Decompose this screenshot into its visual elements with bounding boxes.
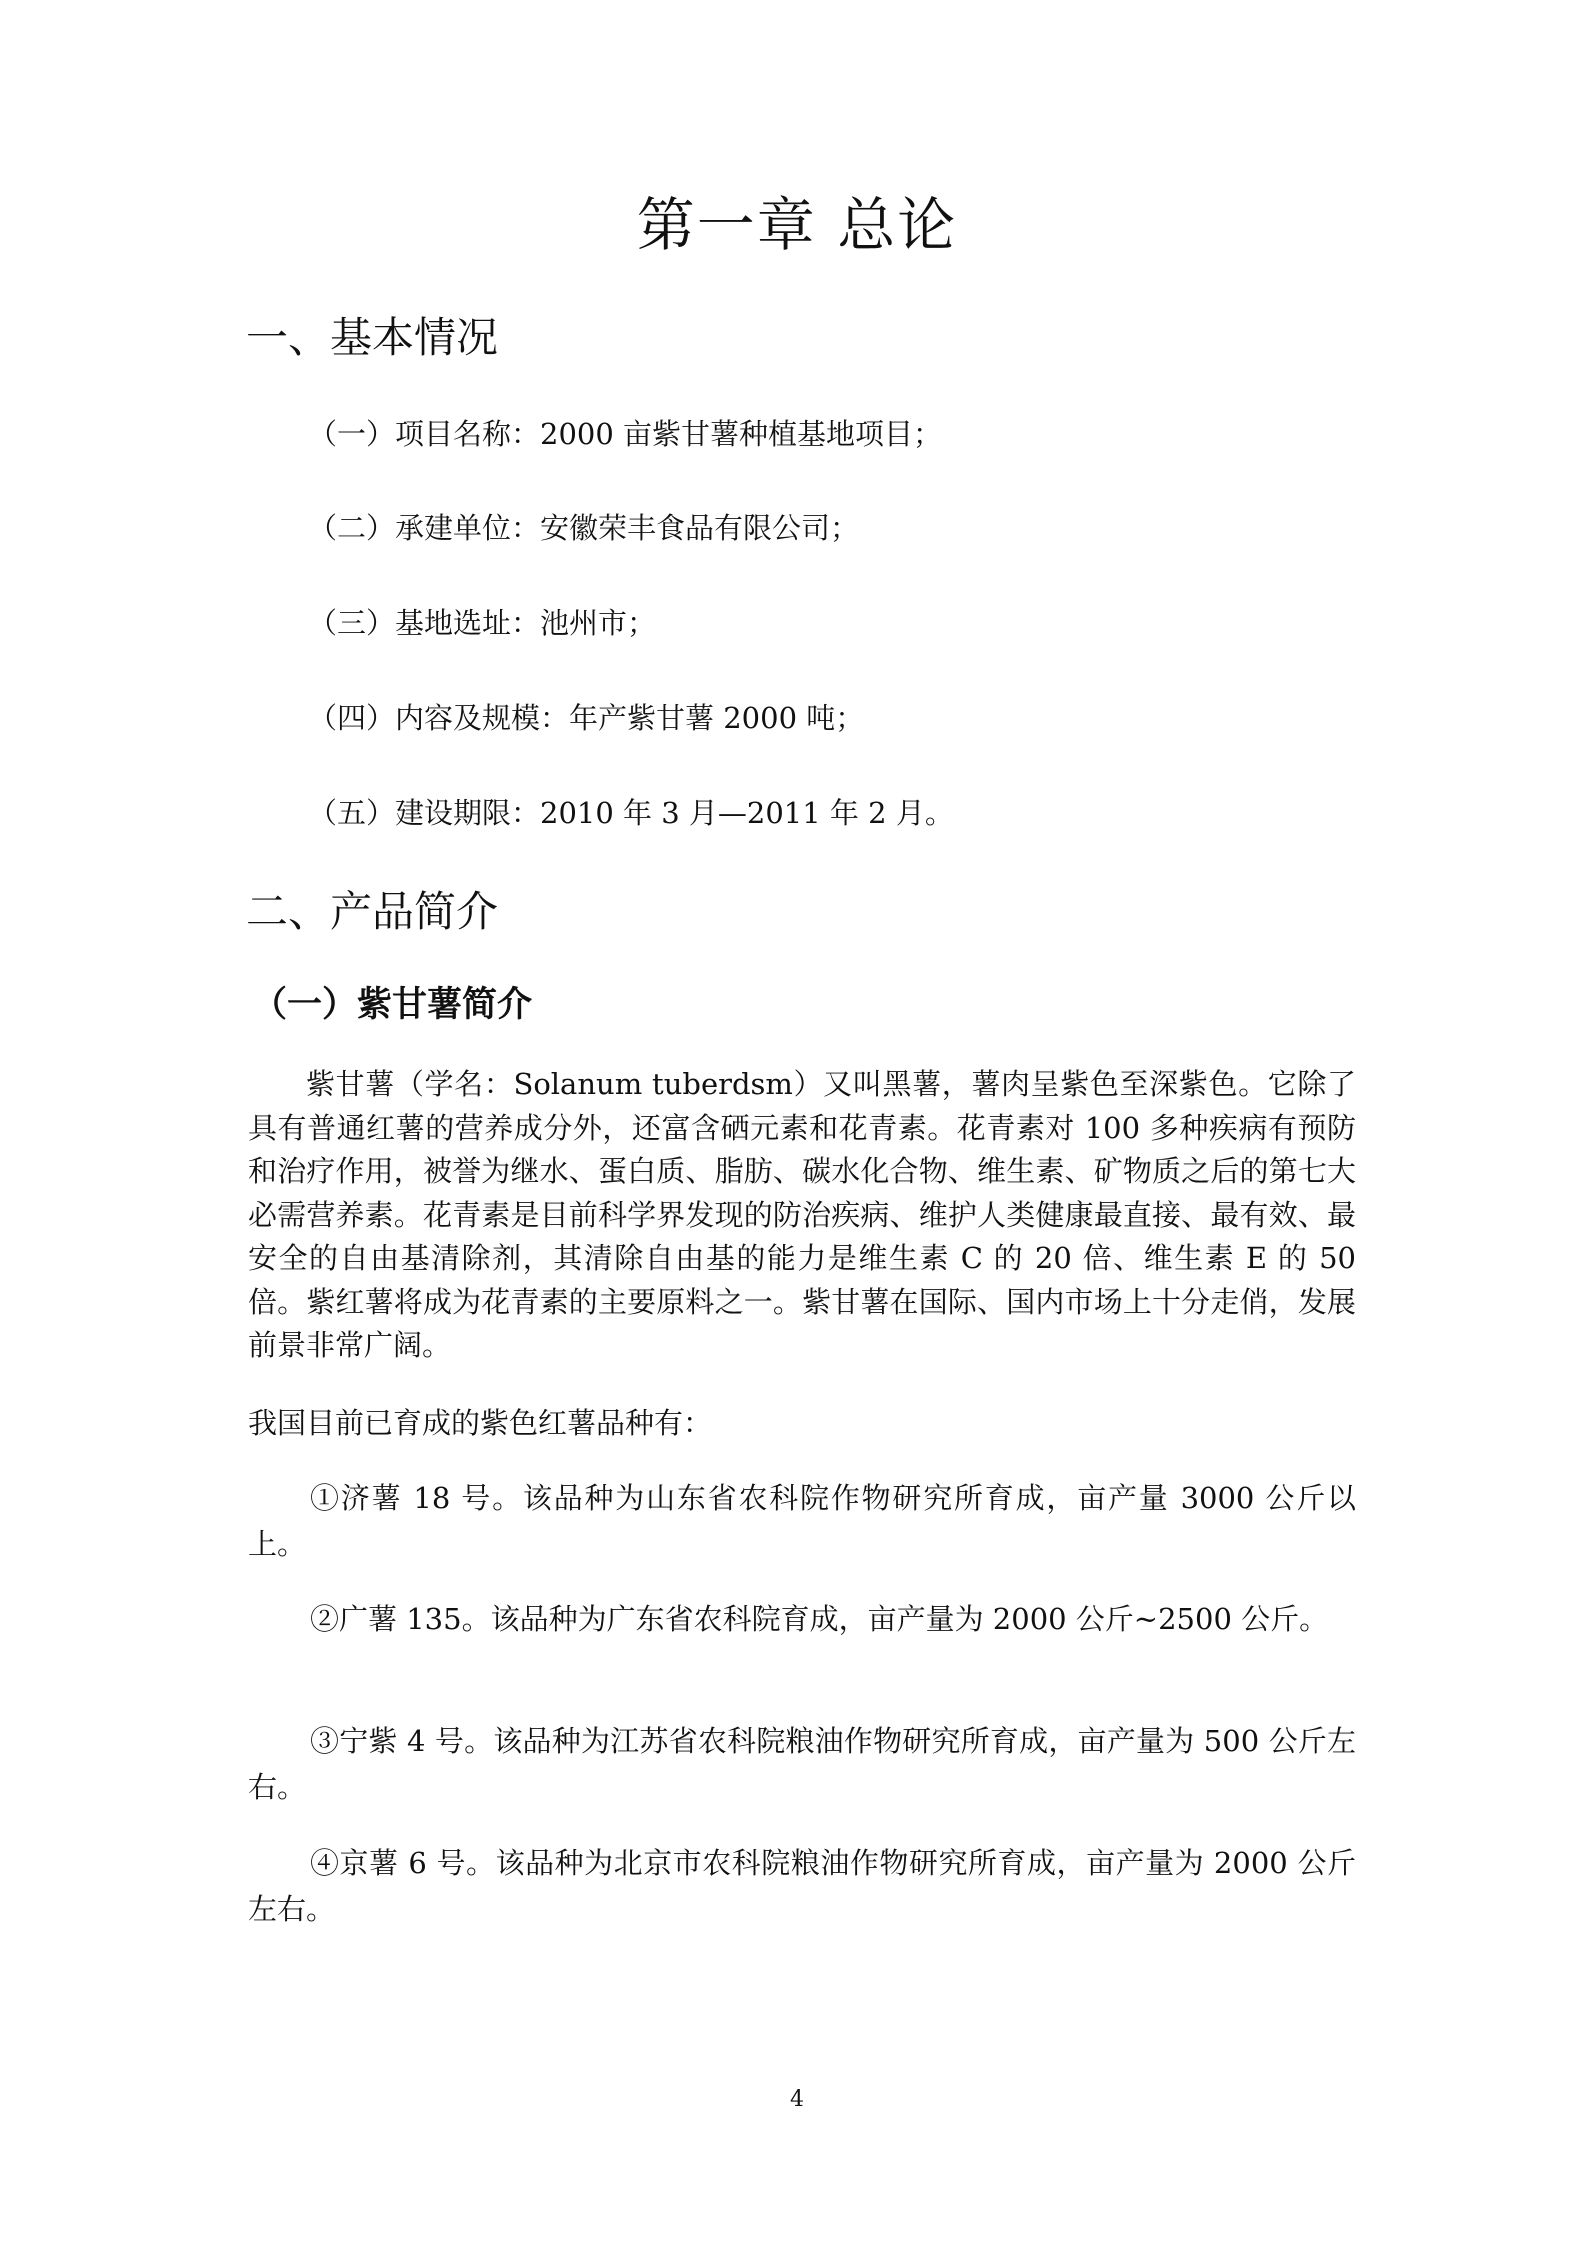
info-item-builder: （二）承建单位：安徽荣丰食品有限公司； <box>308 511 860 545</box>
chapter-title: 第一章 总论 <box>636 191 958 259</box>
section-heading-product-intro: 二、产品简介 <box>246 887 499 936</box>
variety-item: ④京薯 6 号。该品种为北京市农科院粮油作物研究所育成，亩产量为 2000 公斤左右。 <box>248 1846 1356 1926</box>
variety-item: ②广薯 135。该品种为广东省农科院育成，亩产量为 2000 公斤~2500 公斤。 <box>310 1602 1329 1636</box>
info-item-project-name: （一）项目名称：2000 亩紫甘薯种植基地项目； <box>308 417 943 451</box>
subsection-heading-purple-sweet-potato: （一）紫甘薯简介 <box>252 985 533 1025</box>
variety-list-intro: 我国目前已育成的紫色红薯品种有： <box>248 1406 713 1440</box>
section-heading-basic-info: 一、基本情况 <box>246 313 499 362</box>
info-item-scale: （四）内容及规模：年产紫甘薯 2000 吨； <box>308 701 865 735</box>
variety-item: ③宁紫 4 号。该品种为江苏省农科院粮油作物研究所育成，亩产量为 500 公斤左右。 <box>248 1724 1356 1804</box>
page-number: 4 <box>790 2087 804 2112</box>
intro-paragraph: 紫甘薯（学名：Solanum tuberdsm）又叫黑薯，薯肉呈紫色至深紫色。它除了具有普通红薯的营养成分外，还富含硒元素和花青素。花青素对 100 多种疾病有预防和治疗作用，被誉为继水、蛋白质、脂肪、碳水化合物、维生素、矿物质之后的第七大必需营养素。花青素是目前科学界发现的防治疾病、维护人类健康最直接、最有效、最安全的自由基清除剂，其清除自由基的能力是维生素 C 的 20 倍、维生素 E 的 50 倍。紫红薯将成为花青素的主要原料之一。紫甘薯在国际、国内市场上十分走俏，发展前景非常广阔。 <box>248 1067 1356 1362</box>
info-item-site: （三）基地选址：池州市； <box>308 606 657 640</box>
variety-item: ①济薯 18 号。该品种为山东省农科院作物研究所育成，亩产量 3000 公斤以上。 <box>248 1481 1356 1561</box>
info-item-period: （五）建设期限：2010 年 3 月—2011 年 2 月。 <box>308 796 954 830</box>
